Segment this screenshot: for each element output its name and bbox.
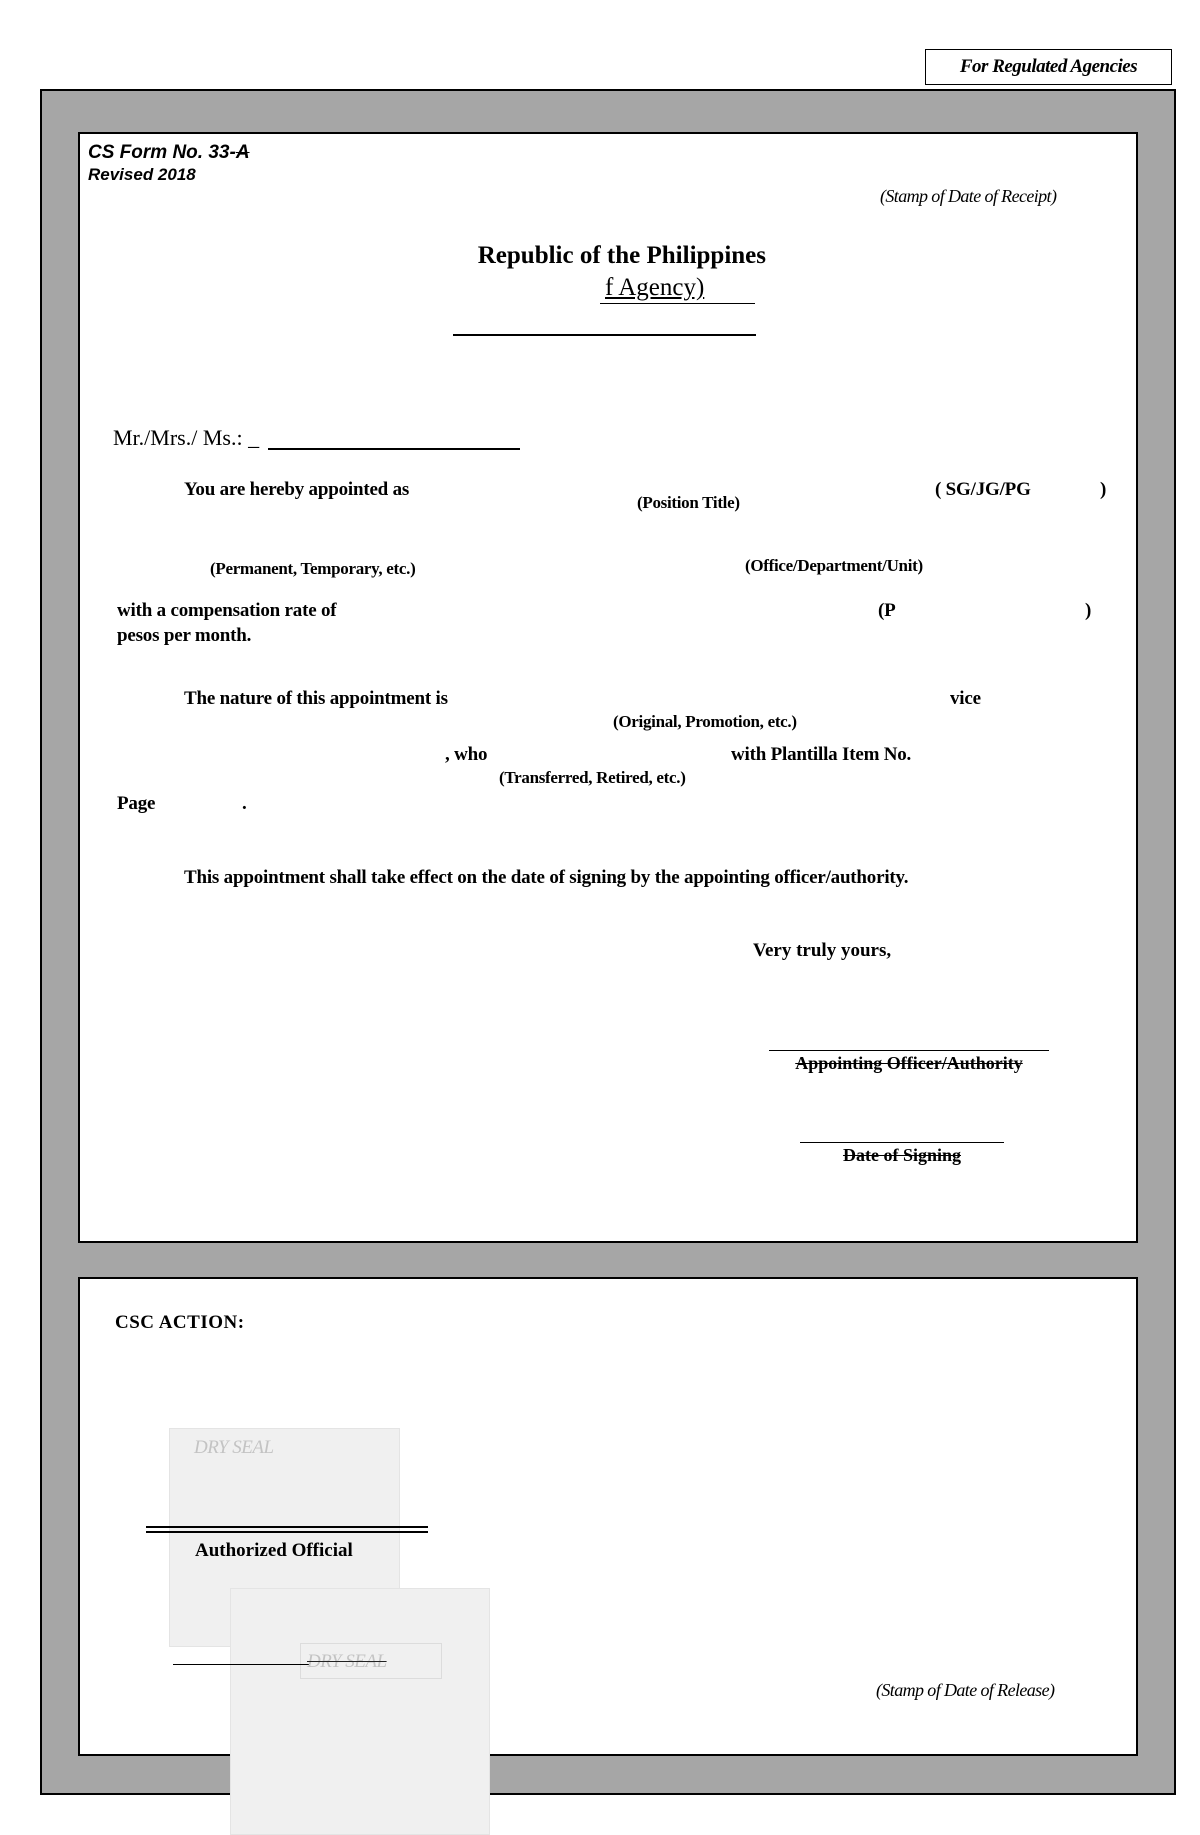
salutation: Mr./Mrs./ Ms.: _	[113, 425, 260, 450]
stamp-date-receipt: (Stamp of Date of Receipt)	[880, 186, 1057, 206]
authorized-official-label: Authorized Official	[195, 1540, 353, 1561]
agency-name-line	[600, 274, 755, 304]
salary-grade-open: ( SG/JG/PG	[935, 479, 1031, 500]
compensation-text: with a compensation rate of	[117, 600, 337, 621]
appointed-as-text: You are hereby appointed as	[184, 479, 410, 500]
form-number	[88, 142, 250, 164]
republic-text: Republic of the Philippines	[477, 242, 766, 269]
agency-address-line	[453, 334, 756, 336]
appointee-name-line	[268, 448, 520, 450]
authorized-official-signature-line	[146, 1526, 428, 1528]
appointing-officer-label: Appointing Officer/Authority	[795, 1053, 1023, 1073]
effectivity-text: This appointment shall take effect on the date of signing by the appointing officer/authority.	[184, 867, 909, 888]
release-signature-line	[173, 1664, 309, 1665]
regulated-agencies-tag	[925, 49, 1172, 85]
date-of-signing-label: Date of Signing	[842, 1145, 961, 1165]
republic-heading	[448, 242, 766, 272]
nature-options-label: (Original, Promotion, etc.)	[613, 712, 797, 731]
position-title-label	[637, 493, 767, 514]
vacated-reason-label: (Transferred, Retired, etc.)	[499, 768, 686, 787]
date-of-signing-line	[800, 1142, 1004, 1143]
position-title-text: (Position Title)	[637, 493, 740, 512]
page-period: .	[242, 793, 247, 814]
per-month-text: pesos per month.	[117, 625, 252, 646]
dry-seal-label-2: DRY SEAL	[307, 1651, 387, 1672]
employment-status-label: (Permanent, Temporary, etc.)	[210, 559, 416, 578]
dry-seal-label: DRY SEAL	[194, 1437, 274, 1458]
peso-amount-close: )	[1085, 600, 1092, 621]
form-number-suffix: A	[235, 142, 250, 163]
who-text: , who	[445, 744, 488, 765]
dry-seal-area-2	[230, 1588, 490, 1835]
csc-action-label: CSC ACTION:	[115, 1312, 245, 1333]
vice-text: vice	[950, 688, 981, 709]
appointing-officer-signature-line	[769, 1050, 1049, 1051]
form-number-text: CS Form No. 33-	[88, 142, 236, 163]
revised-year: Revised 2018	[88, 165, 196, 184]
peso-amount-open: (P	[878, 600, 896, 621]
office-unit-text: (Office/Department/Unit)	[745, 556, 923, 575]
stamp-date-release: (Stamp of Date of Release)	[876, 1680, 1055, 1700]
office-unit-label	[745, 556, 955, 577]
nature-of-appointment-text: The nature of this appointment is	[184, 688, 448, 709]
plantilla-item-text: with Plantilla Item No.	[731, 744, 912, 765]
page-text: Page	[117, 793, 156, 814]
closing-text: Very truly yours,	[753, 940, 892, 961]
agency-name: f Agency)	[605, 274, 705, 301]
agency-type-label: For Regulated Agencies	[959, 56, 1138, 77]
salary-grade-close: )	[1100, 479, 1107, 500]
authorized-official-signature-line-2	[146, 1531, 428, 1533]
